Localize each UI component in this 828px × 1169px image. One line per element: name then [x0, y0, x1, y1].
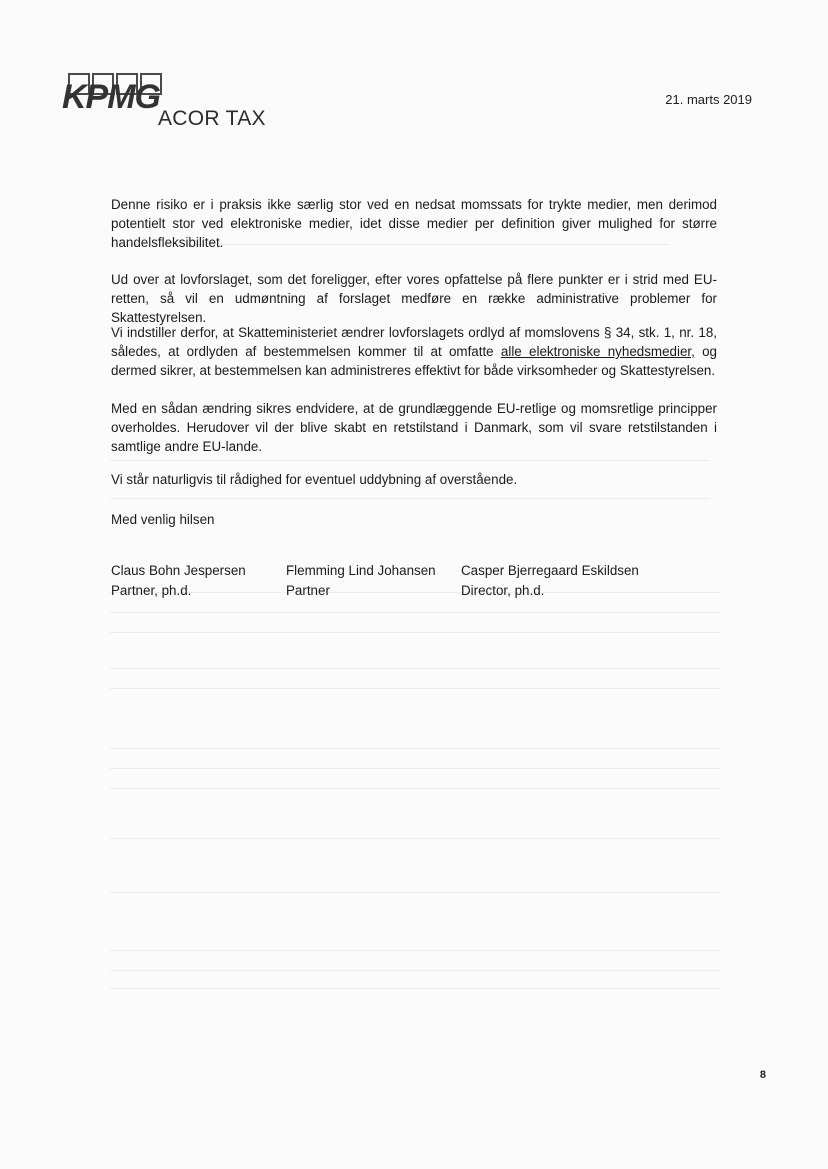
- bleed-through-line: [110, 768, 720, 769]
- bleed-through-line: [110, 668, 720, 669]
- bleed-through-line: [110, 748, 720, 749]
- signatory-name: Flemming Lind Johansen: [286, 563, 436, 578]
- signatory-name: Claus Bohn Jespersen: [111, 563, 246, 578]
- bleed-through-line: [110, 892, 720, 893]
- paragraph-risk: Denne risiko er i praksis ikke særlig stor ved en nedsat momssats for trykte medier, men derimod potentielt stor ved elektroniske medier, idet disse medier per definition giver mulighed for større handelsfleksibilitet.: [111, 197, 717, 250]
- letter-date: 21. marts 2019: [665, 92, 752, 107]
- logo-wordmark: KPMG: [62, 78, 160, 116]
- signatory-1: [111, 561, 246, 601]
- kpmg-acor-tax-logo: [62, 70, 282, 132]
- bleed-through-line: [110, 950, 720, 951]
- bleed-through-line: [110, 612, 720, 613]
- page-number: 8: [759, 1069, 766, 1081]
- recommendation-text-end: og dermed sikrer, at bestemmelsen kan administreres effektivt for både virksomheder og Skattestyrelsen.: [111, 344, 717, 378]
- paragraph-principles: Med en sådan ændring sikres endvidere, at de grundlæggende EU-retlige og momsretlige principper overholdes. Herudover vil der blive skabt en retstilstand i Danmark, som vil svare retstilstanden i samtlige andre EU-lande.: [111, 401, 717, 454]
- bleed-through-line: [110, 970, 720, 971]
- bleed-through-line: [110, 498, 710, 499]
- recommendation-text-start: Vi indstiller derfor, at Skatteministeriet ændrer lovforslagets ordlyd af momslovens § 34, stk. 1, nr. 18, således, at ordlyden af bestemmelsen kommer til at omfatte: [111, 325, 717, 359]
- bleed-through-line: [110, 688, 720, 689]
- signatory-name: Casper Bjerregaard Eskildsen: [461, 563, 639, 578]
- bleed-through-line: [110, 632, 720, 633]
- signatory-2: [286, 561, 436, 601]
- bleed-through-line: [110, 788, 720, 789]
- bleed-through-line: [110, 460, 710, 461]
- bleed-through-line: [110, 988, 720, 989]
- company-suffix: ACOR TAX: [158, 107, 266, 130]
- signatory-title: Director, ph.d.: [461, 583, 545, 598]
- paragraph-availability: Vi står naturligvis til rådighed for eventuel uddybning af overstående.: [111, 472, 518, 487]
- paragraph-recommendation: [111, 323, 717, 380]
- closing-greeting: Med venlig hilsen: [111, 512, 215, 527]
- bleed-through-line: [110, 838, 720, 839]
- paragraph-eu-law: Ud over at lovforslaget, som det foreligger, efter vores opfattelse på flere punkter er i strid med EU-retten, så vil en udmøntning af forslaget medføre en række administrative problemer for Skattestyrelsen.: [111, 272, 717, 325]
- signatory-3: [461, 561, 639, 601]
- recommendation-underlined-text: alle elektroniske nyhedsmedier,: [500, 344, 695, 359]
- signatory-title: Partner: [286, 583, 330, 598]
- signatory-title: Partner, ph.d.: [111, 583, 192, 598]
